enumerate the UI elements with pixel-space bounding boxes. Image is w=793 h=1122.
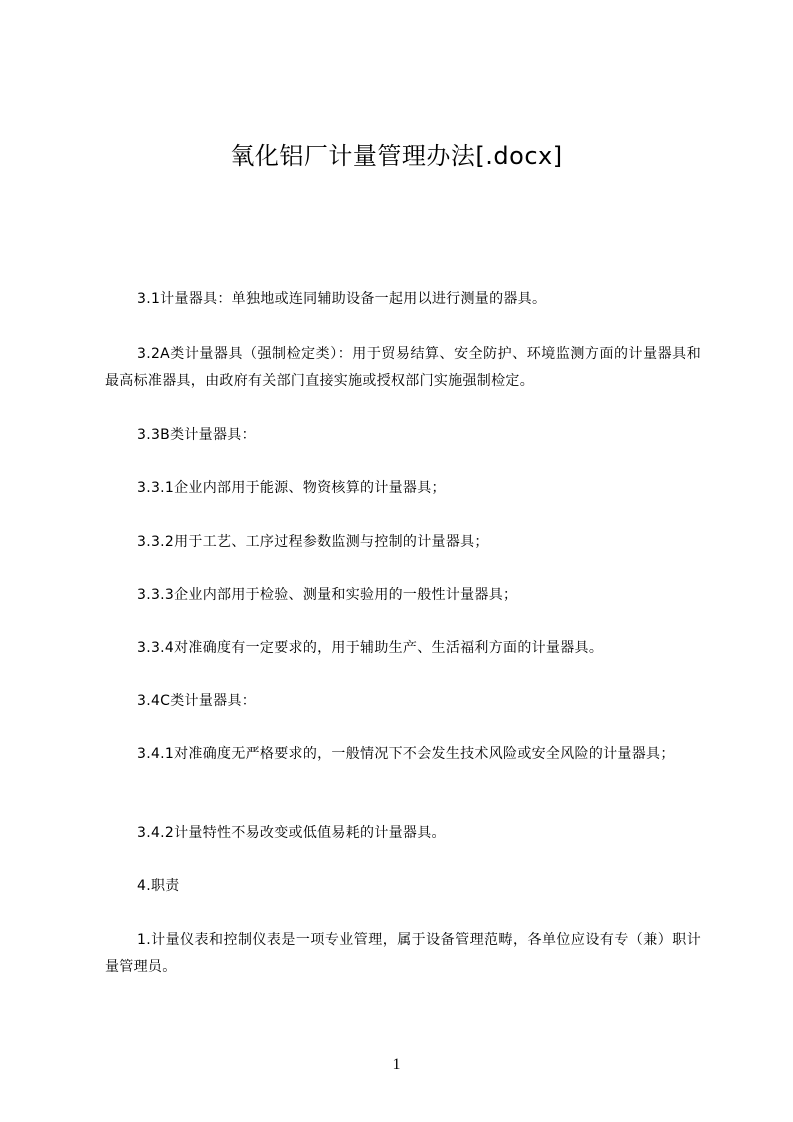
- paragraph-3-4-1: 3.4.1对准确度无严格要求的，一般情况下不会发生技术风险或安全风险的计量器具；: [137, 746, 675, 762]
- paragraph-3-2: 3.2A类计量器具（强制检定类）：用于贸易结算、安全防护、环境监测方面的计量器具和最高标准器具，由政府有关部门直接实施或授权部门实施强制检定。: [105, 346, 701, 389]
- paragraph-3-1: 3.1计量器具：单独地或连同辅助设备一起用以进行测量的器具。: [137, 291, 547, 307]
- paragraph-3-4-2: 3.4.2计量特性不易改变或低值易耗的计量器具。: [137, 825, 446, 841]
- document-title: 氧化铝厂计量管理办法[.docx]: [230, 142, 563, 170]
- section-heading-4: 4.职责: [137, 878, 180, 894]
- paragraph-3-4: 3.4C类计量器具：: [137, 693, 257, 709]
- paragraph-3-3: 3.3B类计量器具：: [137, 427, 256, 443]
- paragraph-3-3-3: 3.3.3企业内部用于检验、测量和实验用的一般性计量器具；: [137, 587, 518, 603]
- paragraph-3-3-1: 3.3.1企业内部用于能源、物资核算的计量器具；: [137, 480, 446, 496]
- paragraph-3-3-4: 3.3.4对准确度有一定要求的，用于辅助生产、生活福利方面的计量器具。: [137, 640, 604, 656]
- paragraph-3-3-2: 3.3.2用于工艺、工序过程参数监测与控制的计量器具；: [137, 534, 489, 550]
- page-number: 1: [392, 1056, 401, 1073]
- paragraph-4-1: 1.计量仪表和控制仪表是一项专业管理，属于设备管理范畴，各单位应设有专（兼）职计量管理员。: [105, 932, 701, 975]
